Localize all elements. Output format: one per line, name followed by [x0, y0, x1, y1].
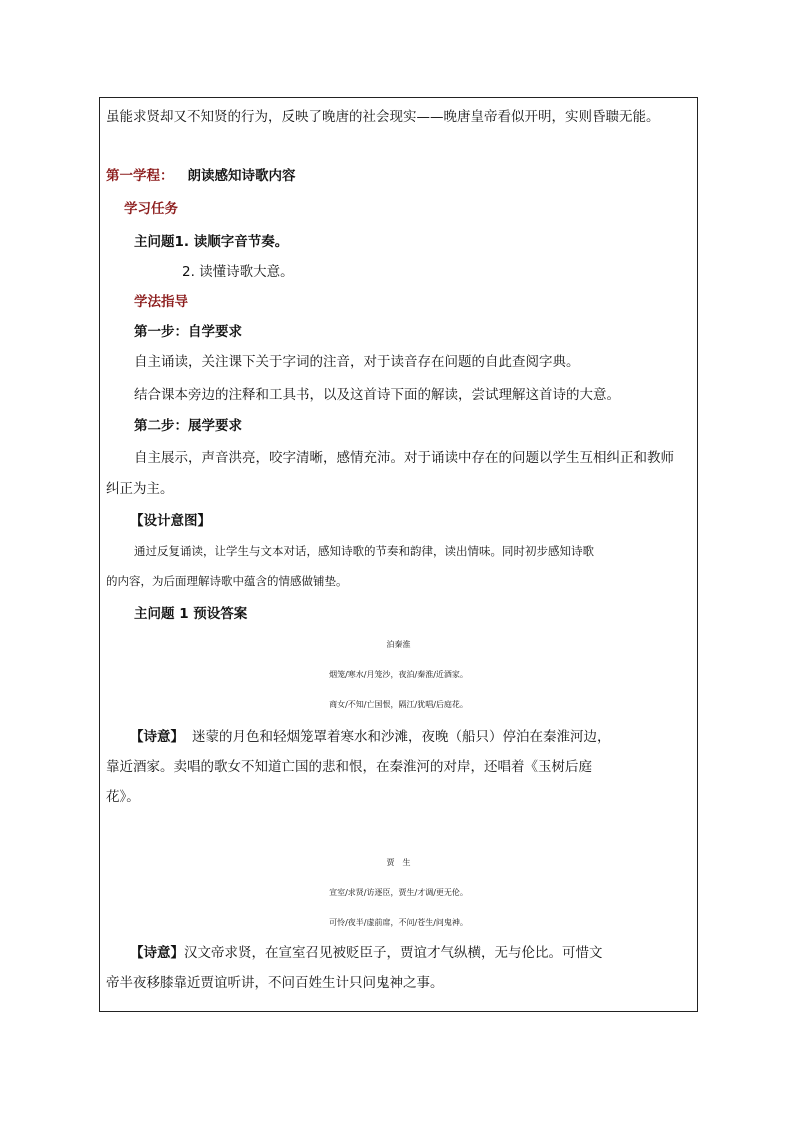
poem2-meaning-line1: 【诗意】汉文帝求贤，在宣室召见被贬臣子，贾谊才气纵横，无与伦比。可惜文: [130, 945, 603, 961]
poem1-meaning-line2: 靠近酒家。卖唱的歌女不知道亡国的悲和恨，在秦淮河的对岸，还唱着《玉树后庭: [106, 759, 592, 775]
poem1-meaning-line1: 【诗意】 迷蒙的月色和轻烟笼罩着寒水和沙滩，夜晚（船只）停泊在秦淮河边，: [130, 729, 611, 745]
stage-label: 第一学程：: [106, 168, 174, 184]
poem2-title: 贾 生: [386, 858, 411, 867]
design-paragraph-line1: 通过反复诵读，让学生与文本对话，感知诗歌的节奏和韵律，读出情味。同时初步感知诗歌: [134, 544, 594, 558]
step2-paragraph-line1: 自主展示，声音洪亮，咬字清晰，感情充沛。对于诵读中存在的问题以学生互相纠正和教师: [134, 450, 674, 466]
answer-heading: 主问题 1 预设答案: [134, 606, 248, 622]
step1-paragraph-1: 自主诵读，关注课下关于字词的注音，对于读音存在问题的自此查阅字典。: [134, 354, 580, 370]
poem2-meaning-label: 【诗意】: [130, 945, 184, 961]
main-question-1: 主问题1. 读顺字音节奏。: [134, 234, 289, 250]
poem2-line1: 宣室/求贤/访逐臣，贾生/才调/更无伦。: [329, 888, 468, 897]
design-heading: 【设计意图】: [130, 513, 211, 529]
stage-heading: [106, 166, 296, 186]
step2-heading: 第二步：展学要求: [134, 418, 242, 434]
step1-heading: 第一步：自学要求: [134, 324, 242, 340]
poem1-title: 泊秦淮: [386, 640, 411, 649]
poem1-line1: 烟笼/寒水/月笼沙，夜泊/秦淮/近酒家。: [329, 670, 468, 679]
poem2-meaning-line2: 帝半夜移膝靠近贾谊听讲，不问百姓生计只问鬼神之事。: [106, 975, 444, 991]
main-question-2: 2. 读懂诗歌大意。: [182, 264, 294, 280]
design-paragraph-line2: 的内容，为后面理解诗歌中蕴含的情感做铺垫。: [106, 574, 348, 588]
step2-paragraph-line2: 纠正为主。: [106, 481, 174, 497]
poem1-meaning-line3: 花》。: [106, 789, 140, 805]
stage-title: 朗读感知诗歌内容: [187, 168, 296, 184]
task-heading: 学习任务: [124, 201, 178, 217]
method-heading: 学法指导: [134, 294, 188, 310]
content-frame: [99, 97, 698, 1012]
intro-text: 虽能求贤却又不知贤的行为，反映了晚唐的社会现实——晚唐皇帝看似开明，实则昏聩无能。: [106, 109, 660, 125]
poem1-line2: 商女/不知/亡国恨，隔江/犹唱/后庭花。: [329, 700, 468, 709]
main-question-label: 主问题: [134, 234, 175, 250]
step1-paragraph-2: 结合课本旁边的注释和工具书，以及这首诗下面的解读，尝试理解这首诗的大意。: [134, 387, 620, 403]
poem2-line2: 可怜/夜半/虚前席，不问/苍生/问鬼神。: [329, 918, 468, 927]
poem1-meaning-label: 【诗意】: [130, 729, 184, 745]
